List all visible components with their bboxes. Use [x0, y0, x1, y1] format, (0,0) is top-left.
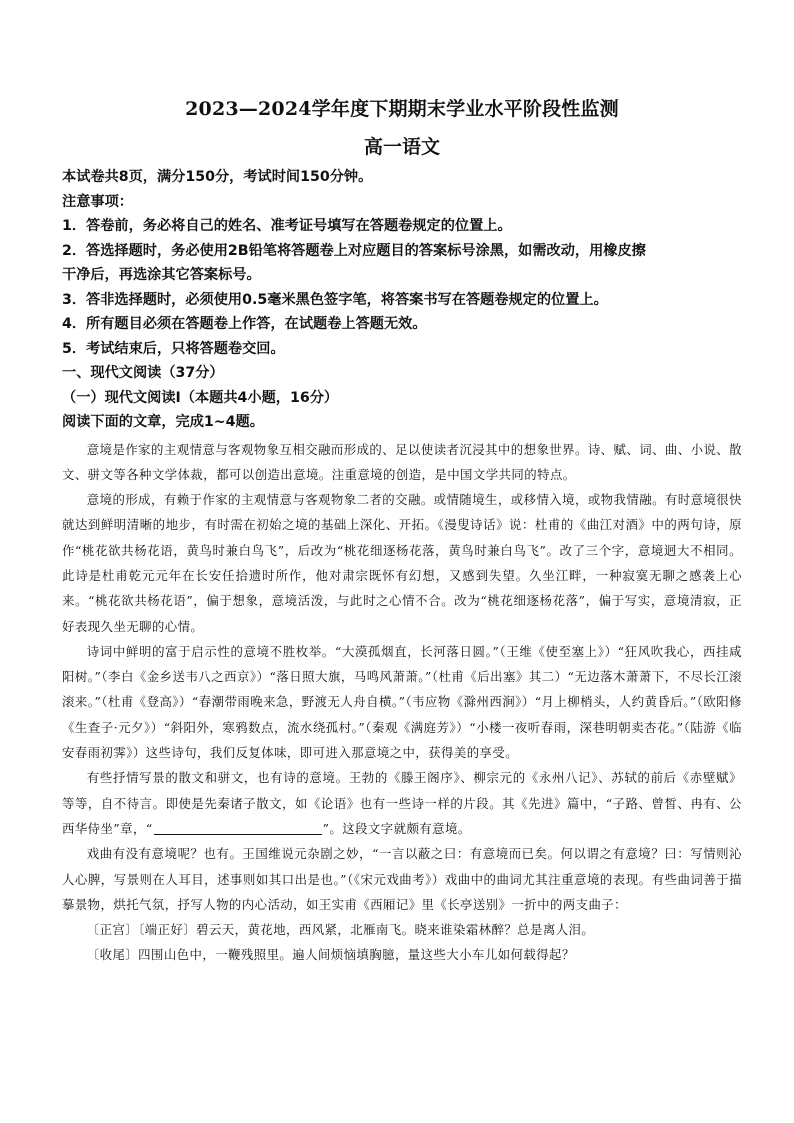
- passage-paragraph: 诗词中鲜明的富于启示性的意境不胜枚举。“大漠孤烟直，长河落日圆。”（王维《使至塞上》）“狂风吹我心，西挂咸阳树。”（李白《金乡送韦八之西京》）“落日照大旗，马鸣风萧萧。”（杜甫《后出塞》其二）“无边落木萧萧下，不尽长江滚滚来。”（杜甫《登高》）“春潮带雨晚来急，野渡无人舟自横。”（韦应物《滁州西涧》）“月上柳梢头，人约黄昏后。”（欧阳修《生查子·元夕》）“斜阳外，寒鸦数点，流水绕孤村。”（秦观《满庭芳》）“小楼一夜听春雨，深巷明朝卖杏花。”（陆游《临安春雨初霁》）这些诗句，我们反复体味，即可进入那意境之中，获得美的享受。: [62, 643, 742, 761]
- passage-paragraph: 戏曲有没有意境呢？也有。王国维说元杂剧之妙，“一言以蔽之曰：有意境而已矣。何以谓之有意境？曰：写情则沁人心脾，写景则在人耳目，述事则如其口出是也。”（《宋元戏曲考》）戏曲中的曲词尤其注重意境的表现。有些曲词善于描摹景物，烘托气氛，抒写人物的内心活动，如王实甫《西厢记》里《长亭送别》一折中的两支曲子：: [62, 846, 742, 912]
- passage-paragraph: [62, 765, 742, 841]
- exam-intro: [62, 165, 742, 435]
- section-heading: 一、现代文阅读（37分）: [62, 365, 224, 381]
- exam-info: 本试卷共8页，满分150分，考试时间150分钟。: [62, 169, 373, 185]
- notes-heading: 注意事项：: [62, 193, 133, 210]
- quoted-lyric: 〔收尾〕四围山色中，一鞭残照里。遍人间烦恼填胸臆，量这些大小车儿如何载得起？: [86, 947, 575, 963]
- note-item: 5．考试结束后，只将答题卷交回。: [62, 340, 285, 357]
- reading-instruction: 阅读下面的文章，完成1~4题。: [62, 414, 264, 430]
- reading-passage: [62, 437, 742, 968]
- note-item: 2．答选择题时，务必使用2B铅笔将答题卷上对应题目的答案标号涂黑，如需改动，用橡皮擦: [62, 242, 646, 259]
- note-item: 4．所有题目必须在答题卷上作答，在试题卷上答题无效。: [62, 316, 427, 332]
- paragraph-text: ”。这段文字就颇有意境。: [322, 820, 471, 836]
- exam-subtitle: 高一语文: [363, 136, 440, 158]
- note-item: 干净后，再选涂其它答案标号。: [62, 267, 261, 283]
- fill-in-blank: [154, 820, 322, 835]
- note-item: 1．答卷前，务必将自己的姓名、准考证号填写在答题卷规定的位置上。: [62, 218, 512, 234]
- exam-page: [62, 95, 742, 968]
- passage-paragraph: 意境是作家的主观情意与客观物象互相交融而形成的、足以使读者沉浸其中的想象世界。诗、赋、词、曲、小说、散文、骈文等各种文学体裁，都可以创造出意境。注重意境的创造，是中国文学共同的特点。: [62, 441, 742, 482]
- passage-paragraph: 意境的形成，有赖于作家的主观情意与客观物象二者的交融。或情随境生，或移情入境，或物我情融。有时意境很快就达到鲜明清晰的地步，有时需在初始之境的基础上深化、开拓。《漫叟诗话》说：杜甫的《曲江对酒》中的两句诗，原作“桃花欲共杨花语，黄鸟时兼白鸟飞”，后改为“桃花细逐杨花落，黄鸟时兼白鸟飞”。改了三个字，意境迥大不相同。此诗是杜甫乾元元年在长安任拾遗时所作，他对肃宗既怀有幻想，又感到失望。久坐江畔，一种寂寞无聊之感袭上心来。“桃花欲共杨花语”，偏于想象，意境活泼，与此时之心情不合。改为“桃花细逐杨花落”，偏于写实，意境清寂，正好表现久坐无聊的心情。: [62, 492, 742, 634]
- exam-title: 2023—2024学年度下期期末学业水平阶段性监测: [185, 98, 619, 120]
- paragraph-text: 有些抒情写景的散文和骈文，也有诗的意境。王勃的《滕王阁序》、柳宗元的《永州八记》、苏轼的前后《赤壁赋》等等，自不待言。即使是先秦诸子散文，如《论语》也有一些诗一样的片段。其《先进》篇中，“子路、曾皙、冉有、公西华侍坐”章，“: [62, 770, 742, 836]
- quoted-lyric: 〔正宫〕〔端正好〕碧云天，黄花地，西风紧，北雁南飞。晓来谁染霜林醉？总是离人泪。: [86, 922, 595, 938]
- sub-section-heading: （一）现代文阅读Ⅰ（本题共4小题，16分）: [62, 389, 339, 406]
- note-item: 3．答非选择题时，必须使用0.5毫米黑色签字笔，将答案书写在答题卷规定的位置上。: [62, 291, 608, 308]
